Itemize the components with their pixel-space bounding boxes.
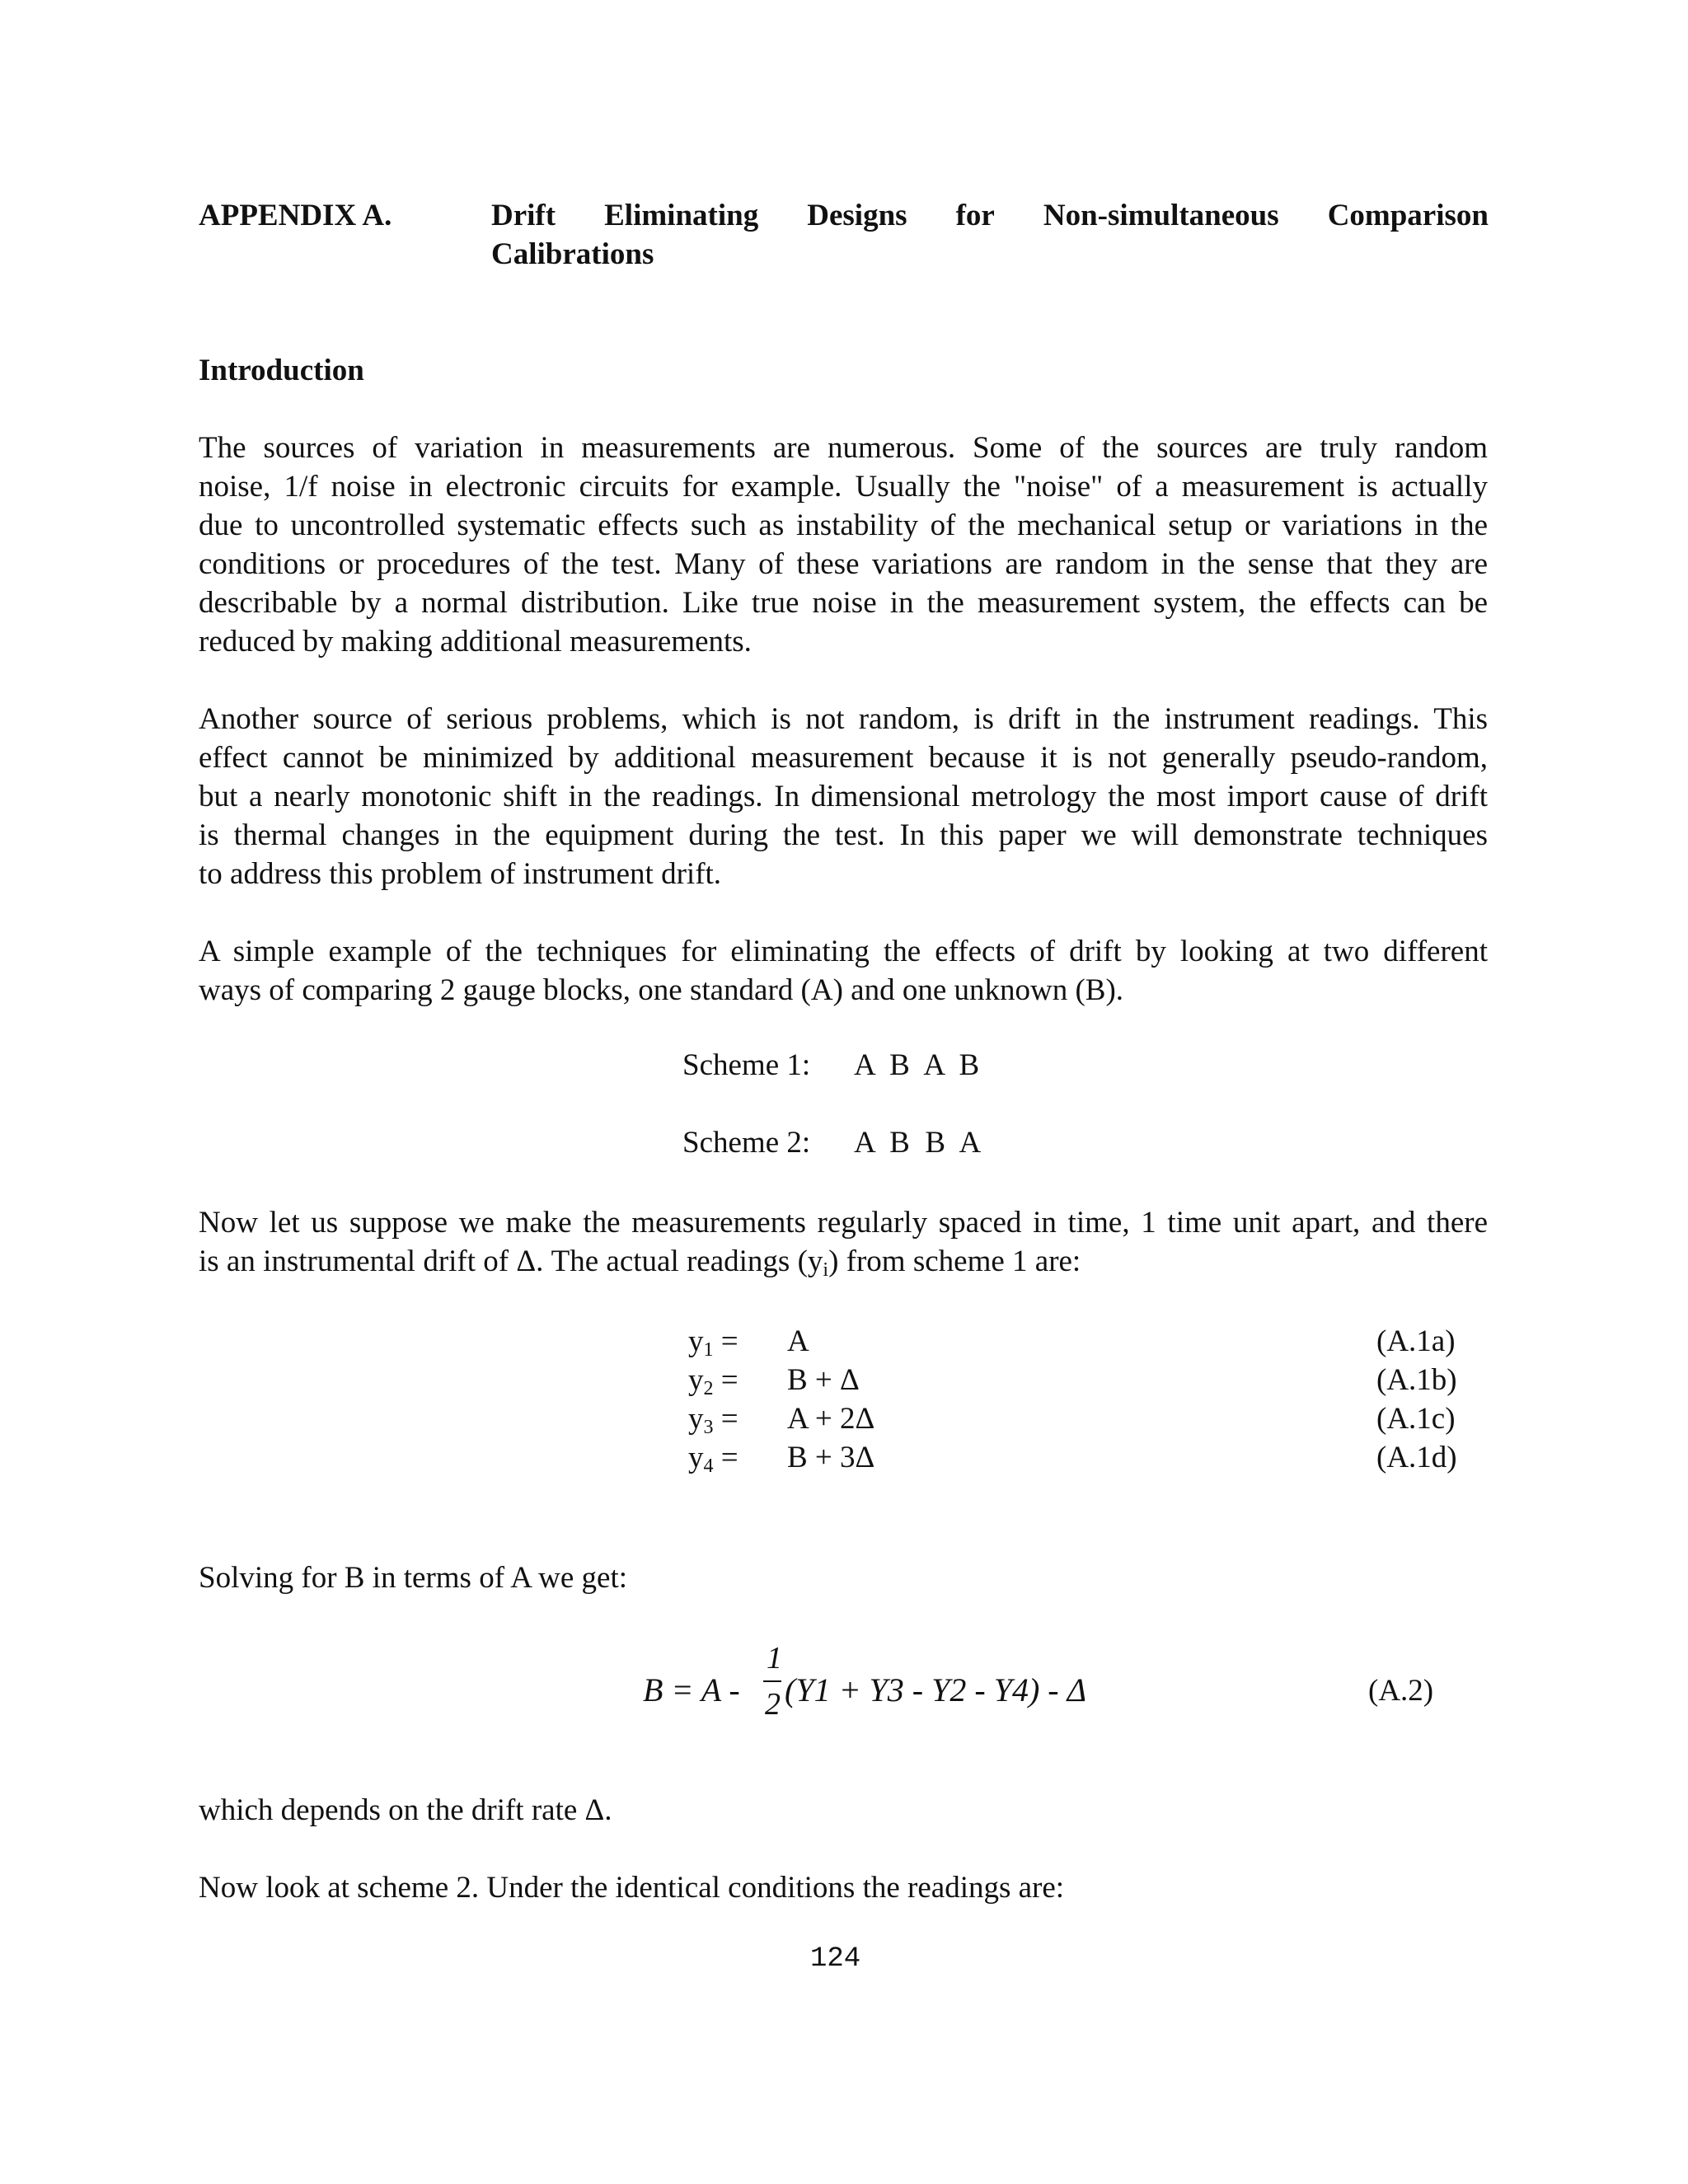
eq-sub: 2 bbox=[703, 1378, 714, 1399]
text-line: effect cannot be minimized by additional measurement because it is not generally pseudo-random, bbox=[199, 741, 1488, 775]
text-line: reduced by making additional measurements. bbox=[199, 625, 752, 658]
equation-expr: A bbox=[787, 1324, 809, 1358]
title-word: Non-simultaneous bbox=[1043, 199, 1279, 232]
scheme-label: Scheme 1: bbox=[682, 1048, 811, 1082]
appendix-title-line1 bbox=[491, 198, 1489, 233]
title-word: Comparison bbox=[1327, 199, 1489, 232]
eq-sub: 1 bbox=[703, 1339, 714, 1361]
page-number: 124 bbox=[810, 1943, 861, 1975]
formula-tag: (A.2) bbox=[1368, 1674, 1434, 1708]
appendix-label: APPENDIX A. bbox=[199, 199, 392, 232]
text-line: but a nearly monotonic shift in the readings. In dimensional metrology the most import cause of drift bbox=[199, 780, 1488, 813]
text-fragment: ) from scheme 1 are: bbox=[828, 1244, 1081, 1278]
text-line: is thermal changes in the equipment during the test. In this paper we will demonstrate techniques bbox=[199, 818, 1488, 852]
formula-lhs: B = A - bbox=[643, 1671, 740, 1708]
paragraph-4 bbox=[199, 1203, 1488, 1290]
text-line: ways of comparing 2 gauge blocks, one standard (A) and one unknown (B). bbox=[199, 973, 1124, 1007]
equation-tag: (A.1a) bbox=[1376, 1324, 1456, 1358]
appendix-title-line2: Calibrations bbox=[491, 237, 654, 271]
scheme-1 bbox=[682, 1047, 810, 1083]
text-line: The sources of variation in measurements are numerous. Some of the sources are truly random bbox=[199, 431, 1488, 465]
text-line: describable by a normal distribution. Like true noise in the measurement system, the effects can be bbox=[199, 586, 1488, 620]
equation-row bbox=[688, 1440, 738, 1478]
title-word: Eliminating bbox=[604, 199, 759, 232]
now-look-text: Now look at scheme 2. Under the identical conditions the readings are: bbox=[199, 1871, 1065, 1905]
equation-row bbox=[688, 1362, 738, 1400]
equation-tag: (A.1d) bbox=[1376, 1441, 1457, 1474]
eq-var: y bbox=[688, 1441, 704, 1474]
fraction-numerator: 1 bbox=[767, 1641, 782, 1675]
eq-sign: = bbox=[713, 1324, 738, 1358]
equation-tag: (A.1c) bbox=[1376, 1402, 1456, 1436]
equation-expr: B + 3Δ bbox=[787, 1441, 875, 1474]
equation-expr: B + Δ bbox=[787, 1363, 860, 1397]
eq-sub: 3 bbox=[703, 1417, 714, 1438]
paragraph-2 bbox=[199, 700, 1488, 893]
eq-sign: = bbox=[713, 1402, 738, 1436]
scheme-2-sequence: A B B A bbox=[854, 1126, 982, 1160]
paragraph-3 bbox=[199, 932, 1488, 1010]
title-word: for bbox=[955, 199, 995, 232]
solving-text: Solving for B in terms of A we get: bbox=[199, 1561, 628, 1595]
section-title: Introduction bbox=[199, 354, 364, 387]
equation-row bbox=[688, 1324, 738, 1361]
eq-sign: = bbox=[713, 1441, 738, 1474]
equation-expr: A + 2Δ bbox=[787, 1402, 875, 1436]
text-line bbox=[199, 1242, 1488, 1290]
equation-row bbox=[688, 1401, 738, 1439]
text-line: Another source of serious problems, which is not random, is drift in the instrument readings. This bbox=[199, 702, 1488, 736]
subscript: i bbox=[823, 1259, 829, 1281]
eq-var: y bbox=[688, 1363, 704, 1397]
text-fragment: is an instrumental drift of Δ. The actual readings (y bbox=[199, 1244, 823, 1278]
text-line: noise, 1/f noise in electronic circuits for example. Usually the "noise" of a measurement is actually bbox=[199, 470, 1488, 504]
text-line: Now let us suppose we make the measurements regularly spaced in time, 1 time unit apart, and there bbox=[199, 1206, 1488, 1240]
scheme-1-sequence: A B A B bbox=[854, 1048, 980, 1082]
text-line: A simple example of the techniques for eliminating the effects of drift by looking at two different bbox=[199, 935, 1488, 968]
eq-var: y bbox=[688, 1324, 704, 1358]
eq-sub: 4 bbox=[703, 1455, 714, 1477]
eq-sign: = bbox=[713, 1363, 738, 1397]
fraction-denominator: 2 bbox=[765, 1687, 781, 1722]
formula-rhs: (Y1 + Y3 - Y2 - Y4) - Δ bbox=[785, 1671, 1087, 1708]
scheme-2 bbox=[682, 1125, 810, 1160]
text-line: conditions or procedures of the test. Many of these variations are random in the sense that they are bbox=[199, 547, 1488, 581]
title-word: Designs bbox=[807, 199, 907, 232]
title-word: Drift bbox=[491, 199, 556, 232]
fraction-bar bbox=[763, 1680, 781, 1682]
paragraph-1 bbox=[199, 429, 1488, 661]
scheme-label: Scheme 2: bbox=[682, 1126, 811, 1160]
equation-tag: (A.1b) bbox=[1376, 1363, 1457, 1397]
eq-var: y bbox=[688, 1402, 704, 1436]
text-line: due to uncontrolled systematic effects such as instability of the mechanical setup or variations in the bbox=[199, 509, 1488, 542]
text-line: to address this problem of instrument drift. bbox=[199, 857, 722, 891]
depends-text: which depends on the drift rate Δ. bbox=[199, 1793, 612, 1827]
